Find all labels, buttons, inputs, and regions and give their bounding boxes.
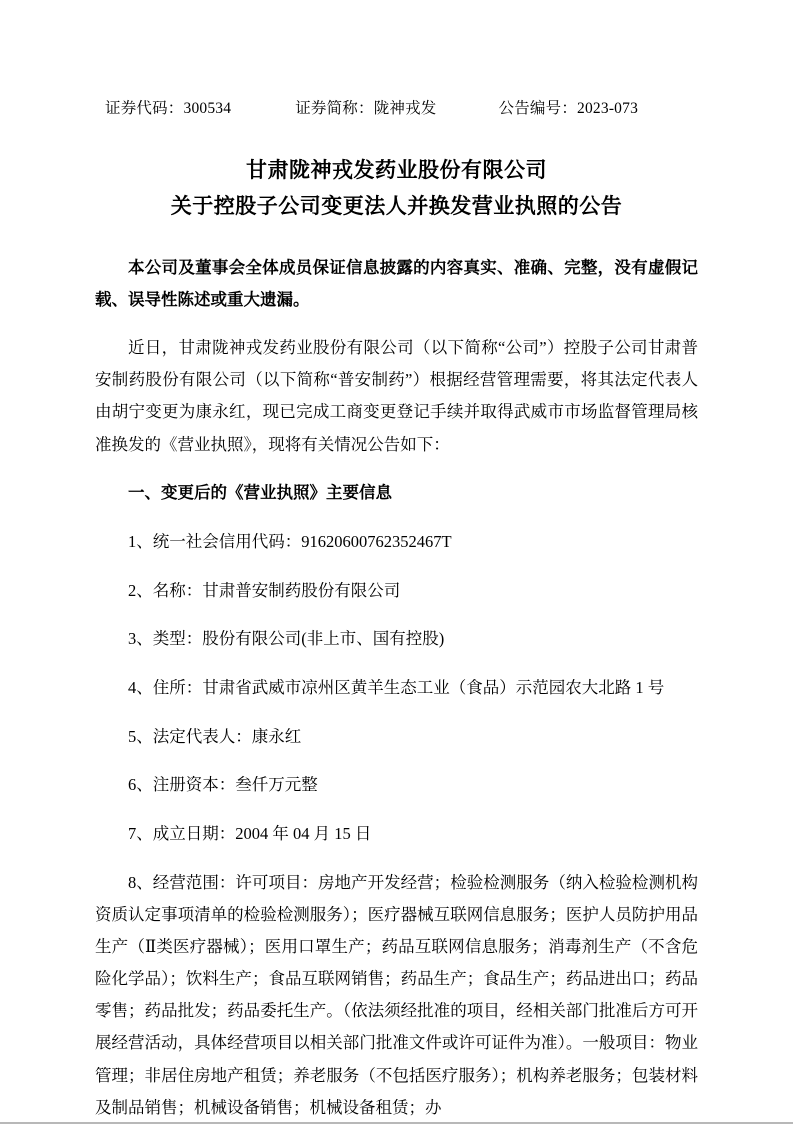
notice-number: 公告编号：2023-073 (498, 100, 639, 117)
disclaimer-statement: 本公司及董事会全体成员保证信息披露的内容真实、准确、完整，没有虚假记载、误导性陈述或重大遗漏。 (95, 258, 698, 309)
security-code: 证券代码：300534 (105, 100, 232, 117)
title-line-1: 甘肃陇神戎发药业股份有限公司 (246, 158, 547, 182)
list-item: 6、注册资本：叁仟万元整 (128, 775, 318, 795)
title-line-2: 关于控股子公司变更法人并换发营业执照的公告 (170, 194, 623, 219)
intro-paragraph: 近日，甘肃陇神戎发药业股份有限公司（以下简称“公司”）控股子公司甘肃普安制药股份有限公司（以下简称“普安制药”）根据经营管理需要，将其法定代表人由胡宁变更为康永红，现已完成工商变更登记手续并取得武威市市场监督管理局核准换发的《营业执照》，现将有关情况公告如下： (95, 338, 698, 454)
list-item: 2、名称：甘肃普安制药股份有限公司 (128, 580, 401, 600)
security-name: 证券简称：陇神戎发 (295, 100, 437, 117)
list-item: 7、成立日期：2004 年 04 月 15 日 (128, 823, 372, 843)
page-title (95, 152, 698, 224)
list-item: 5、法定代表人：康永红 (128, 726, 302, 746)
list-item: 8、经营范围：许可项目：房地产开发经营；检验检测服务（纳入检验检测机构资质认定事项清单的检验检测服务）；医疗器械互联网信息服务；医护人员防护用品生产（Ⅱ类医疗器械）；医用口罩生产；药品互联网信息服务；消毒剂生产（不含危险化学品）；饮料生产；食品互联网销售；药品生产；食品生产；药品进出口；药品零售；药品批发；药品委托生产。（依法须经批准的项目，经相关部门批准后方可开展经营活动，具体经营项目以相关部门批准文件或许可证件为准）。一般项目：物业管理；非居住房地产租赁；养老服务（不包括医疗服务）；机构养老服务；包装材料及制品销售；机械设备销售；机械设备租赁；办 (95, 872, 698, 1117)
list-item: 3、类型：股份有限公司(非上市、国有控股) (128, 629, 445, 649)
document-header (95, 96, 698, 118)
list-item: 1、统一社会信用代码：91620600762352467T (128, 531, 452, 551)
list-item: 4、住所：甘肃省武威市凉州区黄羊生态工业（食品）示范园农大北路 1 号 (128, 677, 665, 697)
section-heading-one: 一、变更后的《营业执照》主要信息 (128, 483, 392, 503)
